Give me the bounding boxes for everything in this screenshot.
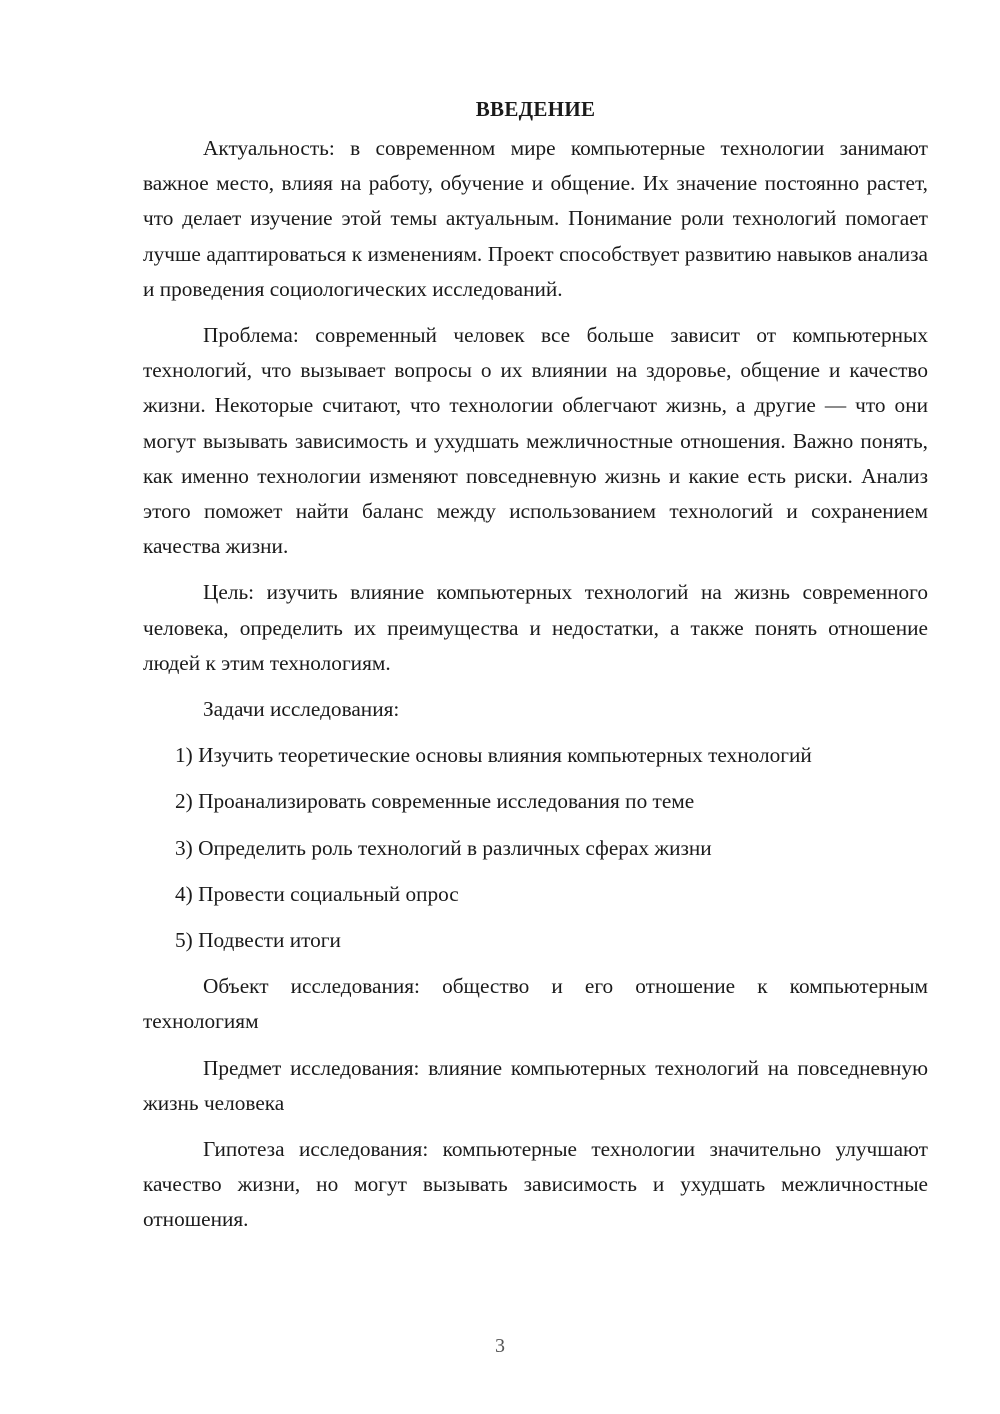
- paragraph-hypothesis: Гипотеза исследования: компьютерные технологии значительно улучшают качество жизни, но могут вызывать зависимость и ухудшать межличностные отношения.: [143, 1137, 928, 1232]
- list-item: 4) Провести социальный опрос: [175, 881, 459, 906]
- spacer: [143, 866, 928, 877]
- spacer: [143, 564, 928, 575]
- document-page: [143, 92, 928, 1238]
- paragraph-tasks-title: Задачи исследования:: [203, 697, 400, 722]
- paragraph-problem: Проблема: современный человек все больше зависит от компьютерных технологий, что вызывает вопросы о их влиянии на здоровье, общение и качество жизни. Некоторые считают, что технологии облегчают жизнь, а другие — что они могут вызывать зависимость и ухудшать межличностные отношения. Важно понять, как именно технологии изменяют повседневную жизнь и какие есть риски. Анализ этого поможет найти баланс между использованием технологий и сохранением качества жизни.: [143, 323, 928, 559]
- spacer: [143, 307, 928, 318]
- spacer: [143, 1040, 928, 1051]
- spacer: [143, 1121, 928, 1132]
- list-item: 1) Изучить теоретические основы влияния компьютерных технологий: [175, 743, 812, 768]
- list-item: 2) Проанализировать современные исследования по теме: [175, 789, 695, 814]
- spacer: [143, 727, 928, 738]
- spacer: [143, 681, 928, 692]
- list-item: 5) Подвести итоги: [175, 928, 341, 953]
- spacer: [143, 773, 928, 784]
- list-item: 3) Определить роль технологий в различных сферах жизни: [175, 835, 712, 860]
- page-number: 3: [495, 1335, 505, 1357]
- section-heading: ВВЕДЕНИЕ: [475, 97, 596, 121]
- paragraph-goal: Цель: изучить влияние компьютерных технологий на жизнь современного человека, определить их преимущества и недостатки, а также понять отношение людей к этим технологиям.: [143, 580, 928, 675]
- spacer: [143, 912, 928, 923]
- spacer: [143, 958, 928, 969]
- spacer: [143, 820, 928, 831]
- paragraph-relevance: Актуальность: в современном мире компьютерные технологии занимают важное место, влияя на работу, обучение и общение. Их значение постоянно растет, что делает изучение этой темы актуальным. Понимание роли технологий помогает лучше адаптироваться к изменениям. Проект способствует развитию навыков анализа и проведения социологических исследований.: [143, 136, 928, 301]
- paragraph-subject: Предмет исследования: влияние компьютерных технологий на повседневную жизнь человека: [143, 1055, 928, 1115]
- paragraph-object: Объект исследования: общество и его отношение к компьютерным технологиям: [143, 974, 928, 1034]
